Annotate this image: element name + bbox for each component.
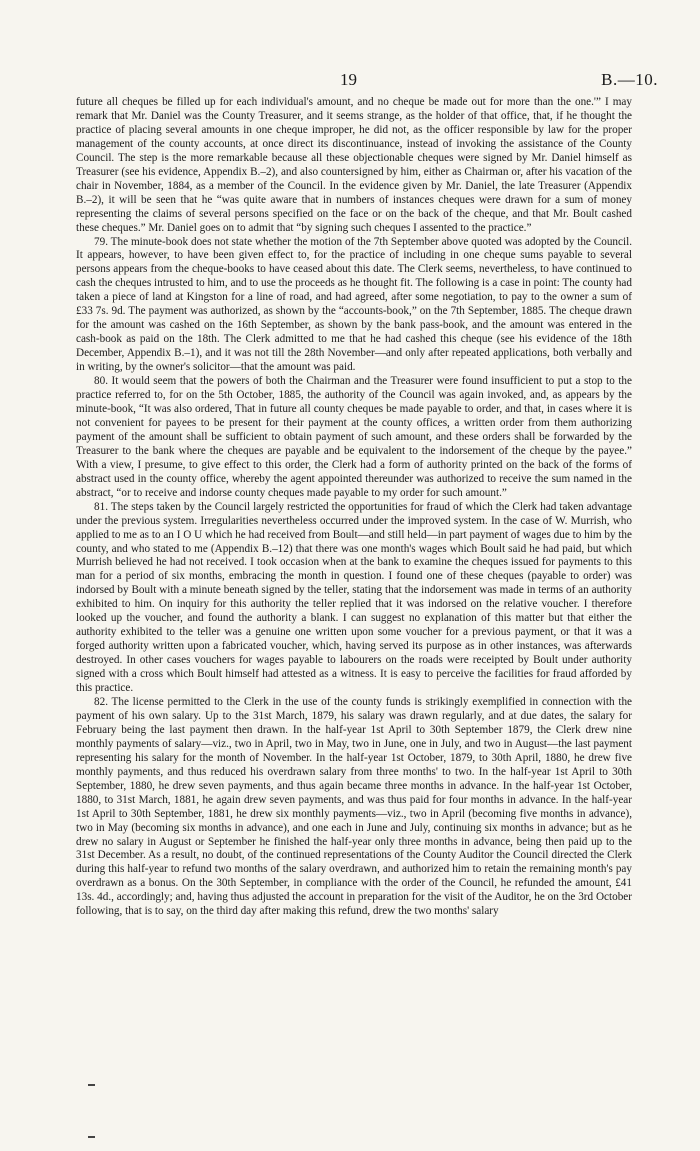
margin-mark bbox=[88, 1136, 95, 1138]
paragraph-continuation: future all cheques be filled up for each individual's amount, and no cheque be made out for more than the one.'” I may remark that Mr. Daniel was the County Treasurer, and it seems strange, as the holder of that office, that, if he thought the practice of placing several amounts in one cheque improper, he did not, as the officer responsible by law for the proper management of the county accounts, at once direct its discontinuance, instead of invoking the assistance of the County Council. The step is the more remarkable because all these objectionable cheques were signed by Mr. Daniel himself as Treasurer (see his evidence, Appendix B.–2), and also countersigned by him, either as Chairman or, after his vacation of the chair in November, 1884, as a member of the Council. In the evidence given by Mr. Daniel, the late Treasurer (Appendix B.–2), it will be seen that he “was quite aware that in numbers of instances cheques were drawn for a sum of money representing the claims of several persons specified on the face or on the back of the cheque, and that Mr. Boult cashed these cheques.” Mr. Daniel goes on to admit that “by signing such cheques I assented to the practice.” bbox=[76, 96, 632, 234]
margin-mark bbox=[88, 1084, 95, 1086]
paragraph-81: 81. The steps taken by the Council largely restricted the opportunities for fraud of which the Clerk had taken advantage under the previous system. Irregularities nevertheless occurred under the improved system. In the case of W. Murrish, who applied to me as to an I O U which he had received from Boult—and still held—in part payment of wages due to him by the county, and who stated to me (Appendix B.–12) that there was one month's wages which Boult said he had paid, but which Murrish believed he had not received. I took occasion when at the bank to examine the cheques issued for payments to this man for a period of six months, embracing the month in question. I found one of these cheques (payable to order) was indorsed by Boult with a minute beneath signed by the teller, stating that the indorsement was made in terms of an authority exhibited to him. On inquiry for this authority the teller replied that it was indorsed on the relative voucher. I therefore looked up the voucher, and found the authority a blank. I can suggest no explanation of this matter but that either the authority exhibited to the teller was a genuine one written upon some voucher for a previous payment, or that it was a forged authority written upon a fabricated voucher, which, having served its purpose as in other instances, was afterwards destroyed. In other cases vouchers for wages payable to labourers on the roads were receipted by Boult under authority signed with a cross which Boult himself had attested as a witness. It is easy to perceive the facilities for fraud afforded by this practice. bbox=[76, 500, 632, 695]
paragraph-80: 80. It would seem that the powers of both the Chairman and the Treasurer were found insufficient to put a stop to the practice referred to, for on the 5th October, 1885, the authority of the Council was again invoked, and, as appears by the minute-book, “It was also ordered, That in future all county cheques be made payable to order, and that, in cases where it is not convenient for payees to be present for their payment at the county offices, a written order from them authorizing payment of the amount shall be sufficient to obtain payment of such amount, and these orders shall be forwarded by the Treasurer to the bank where the cheques are payable and be equivalent to the indorsement of the cheque by the payee.” With a view, I presume, to give effect to this order, the Clerk had a form of authority printed on the back of the forms of abstract used in the county office, whereby the agent appointed thereunder was authorized to receive the sum named in the abstract, “or to receive and indorse county cheques made payable to my order for such amount.” bbox=[76, 375, 632, 499]
page-number: 19 bbox=[340, 70, 357, 89]
paragraph-82: 82. The license permitted to the Clerk in the use of the county funds is strikingly exemplified in connection with the payment of his own salary. Up to the 31st March, 1879, his salary was drawn regularly, and at due dates, the salary for February being the last payment then drawn. In the half-year 1st April to 30th September 1879, the Clerk drew nine monthly payments of salary—viz., two in April, two in May, two in June, one in July, and two in August—the last payment representing his salary for the month of November. In the half-year 1st October, 1879, to 30th April, 1880, he drew five monthly payments, and thus reduced his overdrawn salary from three months' to two. In the half-year 1st April to 30th September, 1880, he drew seven payments, and thus again became three months in advance. In the half-year 1st October, 1880, to 31st March, 1881, he again drew seven payments, and was thus paid for four months in advance. In the half-year 1st April to 30th September, 1881, he drew six monthly payments—viz., two in April (becoming five months in advance), two in May (becoming six months in advance), and one each in June and July, continuing six months in advance; but as he drew no salary in August or September he finished the half-year only three months in advance, being then paid up to the 31st December. As a result, no doubt, of the continued representations of the County Auditor the Council directed the Clerk during this half-year to refund two months of the salary overdrawn, and authorized him to retain the remaining month's pay overdrawn as a bonus. On the 30th September, in compliance with the order of the Council, he refunded the amount, £41 13s. 4d., accordingly; and, having thus adjusted the account in preparation for the visit of the Auditor, he on the 3rd October following, that is to say, on the third day after making this refund, drew the two months' salary bbox=[76, 695, 632, 918]
body-text bbox=[76, 96, 632, 919]
page-header bbox=[0, 70, 700, 92]
paragraph-79: 79. The minute-book does not state whether the motion of the 7th September above quoted was adopted by the Council. It appears, however, to have been given effect to, for the practice of including in one cheque sums payable to several persons appears from the cheque-books to have ceased about this date. The Clerk seems, nevertheless, to have continued to cash the cheques intrusted to him, and to use the proceeds as he thought fit. The following is a case in point: The county had taken a piece of land at Kingston for a line of road, and had agreed, after some negotiation, to pay to the owner a sum of £33 7s. 9d. The payment was authorized, as shown by the “accounts-book,” on the 7th September, 1885. The cheque drawn for the amount was cashed on the 16th September, as shown by the bank pass-book, and the amount was entered in the cash-book as paid on the 18th. The Clerk admitted to me that he had cashed this cheque (see his evidence of the 18th December, Appendix B.–1), and it was not till the 28th November—and only after repeated applications, both verbally and in writing, by the owner's solicitor—that the amount was paid. bbox=[76, 235, 632, 374]
document-reference: B.—10. bbox=[601, 70, 658, 89]
